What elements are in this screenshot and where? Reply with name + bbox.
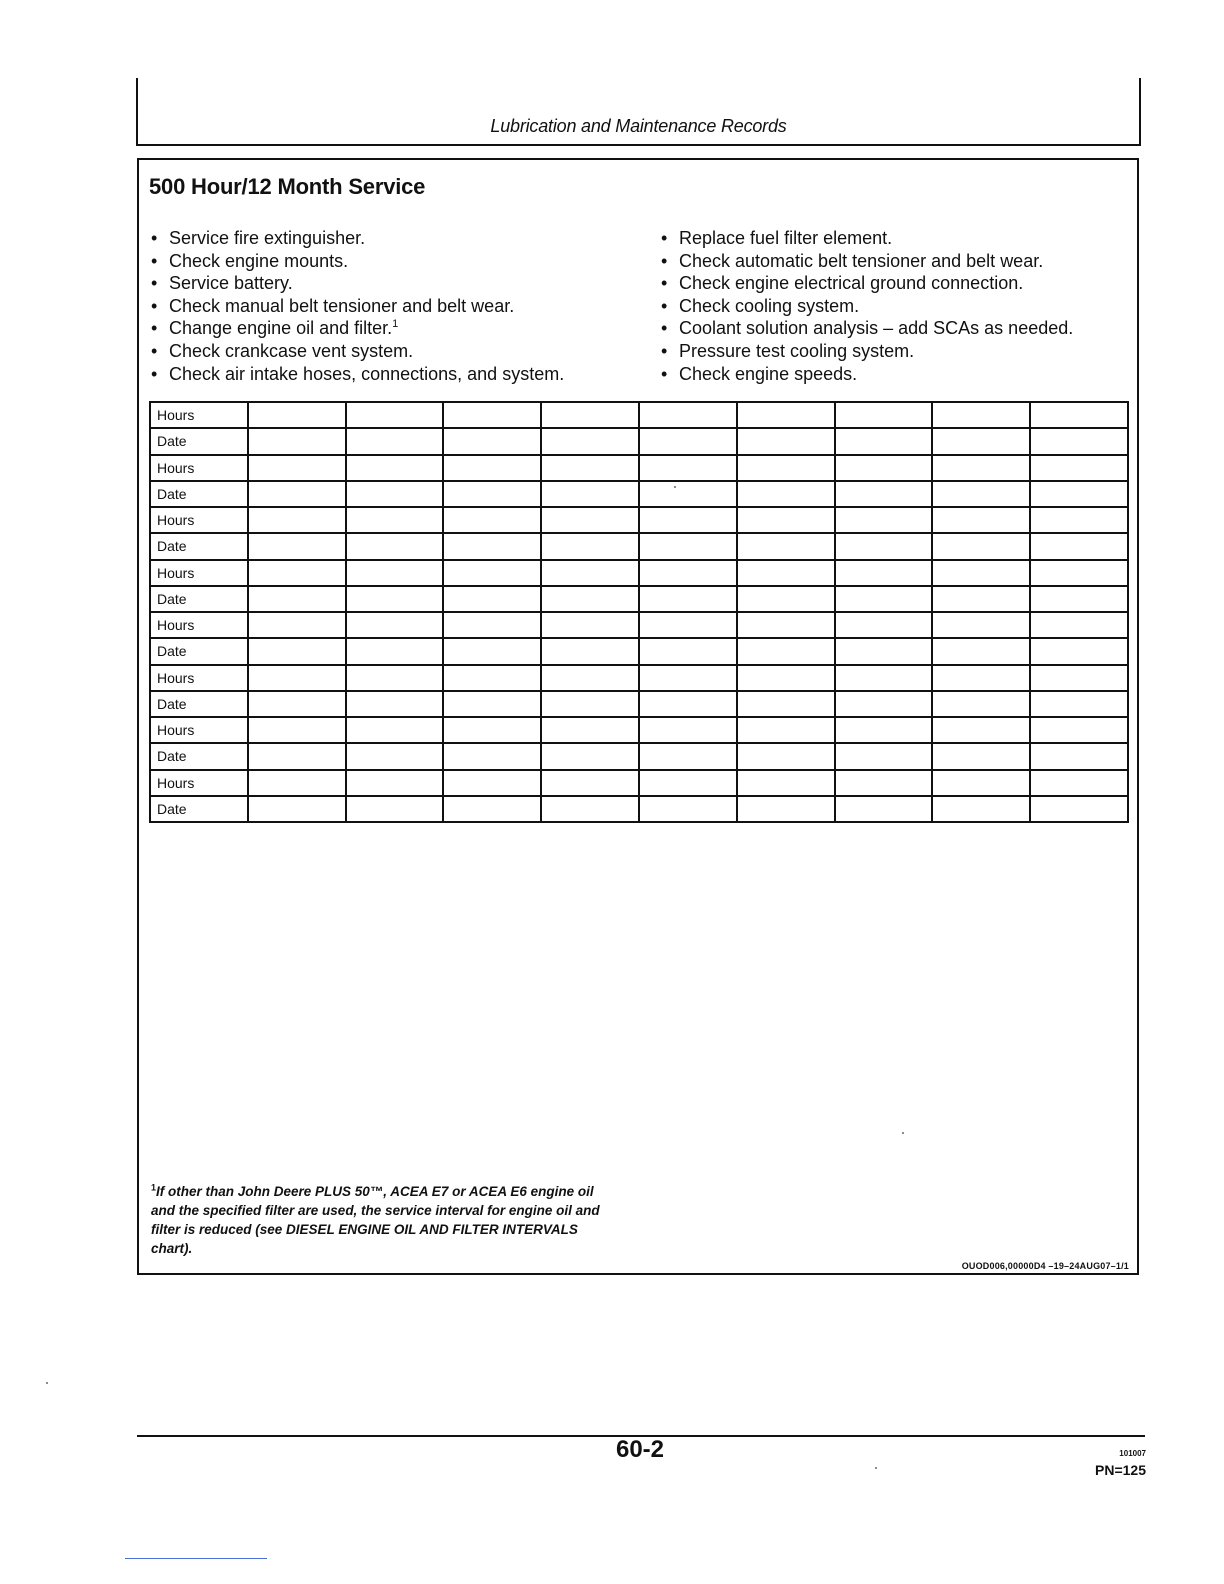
entry-cell[interactable] [639, 796, 737, 822]
row-label: Date [150, 691, 248, 717]
entry-cell[interactable] [443, 481, 541, 507]
entry-cell[interactable] [1030, 507, 1128, 533]
entry-cell[interactable] [835, 691, 933, 717]
entry-cell[interactable] [346, 770, 444, 796]
entry-cell[interactable] [1030, 743, 1128, 769]
entry-cell[interactable] [1030, 455, 1128, 481]
entry-cell[interactable] [1030, 638, 1128, 664]
table-row [150, 586, 1128, 612]
entry-cell[interactable] [346, 743, 444, 769]
left-checklist [149, 227, 564, 385]
entry-cell[interactable] [737, 638, 835, 664]
checklist-item-text: Check crankcase vent system. [169, 340, 414, 361]
entry-cell[interactable] [1030, 770, 1128, 796]
checklist-item-text: Check manual belt tensioner and belt wear. [169, 295, 515, 316]
entry-cell[interactable] [346, 665, 444, 691]
entry-cell[interactable] [541, 586, 639, 612]
checklist-item [149, 317, 564, 340]
entry-cell[interactable] [1030, 533, 1128, 559]
entry-cell[interactable] [248, 665, 346, 691]
row-label: Date [150, 428, 248, 454]
entry-cell[interactable] [737, 743, 835, 769]
entry-cell[interactable] [541, 743, 639, 769]
checklist-item [659, 272, 1073, 295]
entry-cell[interactable] [932, 428, 1030, 454]
entry-cell[interactable] [737, 612, 835, 638]
entry-cell[interactable] [835, 638, 933, 664]
checklist-item-text: Check engine electrical ground connection. [679, 273, 1024, 294]
entry-cell[interactable] [1030, 796, 1128, 822]
blue-link-underline [125, 1558, 267, 1559]
entry-cell[interactable] [443, 560, 541, 586]
entry-cell[interactable] [932, 743, 1030, 769]
row-label: Hours [150, 665, 248, 691]
entry-cell[interactable] [346, 455, 444, 481]
checklist-item [149, 295, 564, 318]
entry-cell[interactable] [639, 455, 737, 481]
checklist-item [149, 272, 564, 295]
table-row [150, 612, 1128, 638]
scan-speck [875, 1467, 877, 1469]
footnote [151, 1182, 621, 1258]
entry-cell[interactable] [248, 691, 346, 717]
entry-cell[interactable] [737, 481, 835, 507]
entry-cell[interactable] [639, 560, 737, 586]
table-row [150, 796, 1128, 822]
table-row [150, 770, 1128, 796]
entry-cell[interactable] [737, 428, 835, 454]
entry-cell[interactable] [932, 533, 1030, 559]
table-row [150, 402, 1128, 428]
entry-cell[interactable] [639, 691, 737, 717]
entry-cell[interactable] [248, 507, 346, 533]
checklist-item-text: Service fire extinguisher. [169, 228, 366, 248]
entry-cell[interactable] [639, 717, 737, 743]
checklist-item [149, 340, 564, 363]
entry-cell[interactable] [248, 481, 346, 507]
row-label: Hours [150, 402, 248, 428]
entry-cell[interactable] [248, 743, 346, 769]
entry-cell[interactable] [835, 402, 933, 428]
entry-cell[interactable] [1030, 586, 1128, 612]
table-row [150, 533, 1128, 559]
row-label: Hours [150, 612, 248, 638]
entry-cell[interactable] [932, 612, 1030, 638]
checklist-item-text: Change engine oil and filter. [169, 318, 393, 339]
entry-cell[interactable] [1030, 481, 1128, 507]
entry-cell[interactable] [1030, 717, 1128, 743]
entry-cell[interactable] [639, 507, 737, 533]
entry-cell[interactable] [737, 560, 835, 586]
row-label: Hours [150, 560, 248, 586]
entry-cell[interactable] [541, 638, 639, 664]
entry-cell[interactable] [737, 586, 835, 612]
row-label: Date [150, 638, 248, 664]
entry-cell[interactable] [443, 428, 541, 454]
checklist-item [659, 250, 1073, 273]
entry-cell[interactable] [737, 691, 835, 717]
entry-cell[interactable] [835, 770, 933, 796]
entry-cell[interactable] [835, 586, 933, 612]
header-bottom-rule [136, 144, 1141, 146]
service-record-table [149, 401, 1129, 823]
entry-cell[interactable] [639, 770, 737, 796]
entry-cell[interactable] [1030, 612, 1128, 638]
entry-cell[interactable] [248, 560, 346, 586]
entry-cell[interactable] [932, 507, 1030, 533]
entry-cell[interactable] [737, 796, 835, 822]
entry-cell[interactable] [443, 691, 541, 717]
entry-cell[interactable] [835, 796, 933, 822]
table-row [150, 560, 1128, 586]
entry-cell[interactable] [835, 428, 933, 454]
entry-cell[interactable] [443, 612, 541, 638]
service-frame [137, 158, 1139, 1275]
entry-cell[interactable] [248, 612, 346, 638]
table-row [150, 665, 1128, 691]
document-code: OUOD006,00000D4 –19–24AUG07–1/1 [961, 1261, 1129, 1271]
row-label: Date [150, 481, 248, 507]
entry-cell[interactable] [541, 691, 639, 717]
entry-cell[interactable] [541, 770, 639, 796]
entry-cell[interactable] [932, 665, 1030, 691]
checklist-item-text: Check automatic belt tensioner and belt wear. [679, 250, 1044, 271]
entry-cell[interactable] [737, 665, 835, 691]
entry-cell[interactable] [346, 612, 444, 638]
row-label: Date [150, 796, 248, 822]
entry-cell[interactable] [932, 796, 1030, 822]
entry-cell[interactable] [248, 402, 346, 428]
entry-cell[interactable] [248, 428, 346, 454]
entry-cell[interactable] [639, 638, 737, 664]
entry-cell[interactable] [443, 743, 541, 769]
entry-cell[interactable] [541, 560, 639, 586]
table-row [150, 743, 1128, 769]
entry-cell[interactable] [346, 428, 444, 454]
checklist-item [659, 363, 1073, 386]
entry-cell[interactable] [346, 638, 444, 664]
entry-cell[interactable] [248, 717, 346, 743]
entry-cell[interactable] [639, 481, 737, 507]
entry-cell[interactable] [541, 428, 639, 454]
entry-cell[interactable] [639, 665, 737, 691]
checklist-item [149, 227, 564, 250]
entry-cell[interactable] [835, 717, 933, 743]
row-label: Date [150, 743, 248, 769]
running-head: Lubrication and Maintenance Records [490, 116, 787, 136]
entry-cell[interactable] [443, 796, 541, 822]
scan-speck [674, 486, 676, 488]
entry-cell[interactable] [346, 717, 444, 743]
entry-cell[interactable] [639, 586, 737, 612]
entry-cell[interactable] [541, 612, 639, 638]
footer-code: 101007 [1119, 1449, 1146, 1458]
checklist-item-text: Check cooling system. [679, 295, 860, 316]
table-row [150, 455, 1128, 481]
entry-cell[interactable] [932, 770, 1030, 796]
entry-cell[interactable] [932, 481, 1030, 507]
entry-cell[interactable] [835, 665, 933, 691]
checklist-item [149, 363, 564, 386]
entry-cell[interactable] [932, 455, 1030, 481]
entry-cell[interactable] [541, 717, 639, 743]
checklist-item [659, 227, 1073, 250]
entry-cell[interactable] [541, 481, 639, 507]
entry-cell[interactable] [737, 402, 835, 428]
checklist-item-text: Service battery. [169, 273, 293, 294]
entry-cell[interactable] [639, 428, 737, 454]
table-row [150, 717, 1128, 743]
entry-cell[interactable] [248, 455, 346, 481]
entry-cell[interactable] [443, 717, 541, 743]
row-label: Hours [150, 717, 248, 743]
entry-cell[interactable] [1030, 402, 1128, 428]
entry-cell[interactable] [835, 743, 933, 769]
entry-cell[interactable] [639, 533, 737, 559]
entry-cell[interactable] [541, 402, 639, 428]
entry-cell[interactable] [346, 796, 444, 822]
checklist-item [659, 317, 1073, 340]
checklist-item [659, 340, 1073, 363]
entry-cell[interactable] [248, 770, 346, 796]
entry-cell[interactable] [737, 507, 835, 533]
entry-cell[interactable] [835, 533, 933, 559]
entry-cell[interactable] [541, 507, 639, 533]
entry-cell[interactable] [346, 533, 444, 559]
entry-cell[interactable] [248, 533, 346, 559]
entry-cell[interactable] [932, 638, 1030, 664]
entry-cell[interactable] [443, 638, 541, 664]
entry-cell[interactable] [932, 586, 1030, 612]
footnote-text: If other than John Deere PLUS 50™, ACEA E7 or ACEA E6 engine oil and the specified filter are used, the service interval for engine oil and filter is reduced (see DIESEL ENGINE OIL AND FILTER INTERVALS chart). [151, 1184, 600, 1256]
entry-cell[interactable] [346, 402, 444, 428]
entry-cell[interactable] [1030, 560, 1128, 586]
entry-cell[interactable] [835, 612, 933, 638]
entry-cell[interactable] [932, 691, 1030, 717]
table-row [150, 428, 1128, 454]
entry-cell[interactable] [1030, 665, 1128, 691]
entry-cell[interactable] [541, 796, 639, 822]
entry-cell[interactable] [1030, 691, 1128, 717]
entry-cell[interactable] [443, 586, 541, 612]
checklist-item [149, 250, 564, 273]
entry-cell[interactable] [835, 481, 933, 507]
table-row [150, 481, 1128, 507]
table-row [150, 507, 1128, 533]
entry-cell[interactable] [1030, 428, 1128, 454]
table-row [150, 638, 1128, 664]
entry-cell[interactable] [737, 770, 835, 796]
entry-cell[interactable] [639, 612, 737, 638]
entry-cell[interactable] [443, 665, 541, 691]
row-label: Date [150, 586, 248, 612]
entry-cell[interactable] [932, 402, 1030, 428]
entry-cell[interactable] [443, 455, 541, 481]
entry-cell[interactable] [541, 455, 639, 481]
entry-cell[interactable] [248, 796, 346, 822]
entry-cell[interactable] [639, 743, 737, 769]
checklist-item-text: Check engine mounts. [169, 250, 349, 271]
footnote-marker: 1 [151, 1182, 157, 1193]
entry-cell[interactable] [346, 560, 444, 586]
footnote-reference: 1 [392, 318, 399, 331]
entry-cell[interactable] [541, 665, 639, 691]
entry-cell[interactable] [932, 717, 1030, 743]
entry-cell[interactable] [248, 586, 346, 612]
page-number: 60-2 [615, 1436, 665, 1463]
entry-cell[interactable] [346, 691, 444, 717]
entry-cell[interactable] [541, 533, 639, 559]
entry-cell[interactable] [443, 507, 541, 533]
entry-cell[interactable] [835, 455, 933, 481]
checklist-item [659, 295, 1073, 318]
checklist-item-text: Coolant solution analysis – add SCAs as needed. [679, 318, 1074, 339]
section-title: 500 Hour/12 Month Service [149, 174, 426, 199]
checklist-item-text: Replace fuel filter element. [679, 228, 893, 248]
entry-cell[interactable] [639, 402, 737, 428]
table-row [150, 691, 1128, 717]
entry-cell[interactable] [835, 507, 933, 533]
checklist-item-text: Pressure test cooling system. [679, 340, 915, 361]
entry-cell[interactable] [737, 455, 835, 481]
row-label: Hours [150, 455, 248, 481]
entry-cell[interactable] [737, 533, 835, 559]
scan-speck [902, 1132, 904, 1134]
checklist-item-text: Check air intake hoses, connections, and system. [169, 363, 565, 384]
entry-cell[interactable] [835, 560, 933, 586]
entry-cell[interactable] [443, 402, 541, 428]
scan-speck [46, 1382, 48, 1384]
checklist-item-text: Check engine speeds. [679, 363, 858, 384]
part-number: PN=125 [1095, 1462, 1146, 1478]
entry-cell[interactable] [346, 481, 444, 507]
row-label: Date [150, 533, 248, 559]
entry-cell[interactable] [346, 586, 444, 612]
entry-cell[interactable] [737, 717, 835, 743]
entry-cell[interactable] [443, 533, 541, 559]
entry-cell[interactable] [443, 770, 541, 796]
entry-cell[interactable] [932, 560, 1030, 586]
row-label: Hours [150, 770, 248, 796]
row-label: Hours [150, 507, 248, 533]
right-checklist [659, 227, 1073, 385]
entry-cell[interactable] [346, 507, 444, 533]
entry-cell[interactable] [248, 638, 346, 664]
